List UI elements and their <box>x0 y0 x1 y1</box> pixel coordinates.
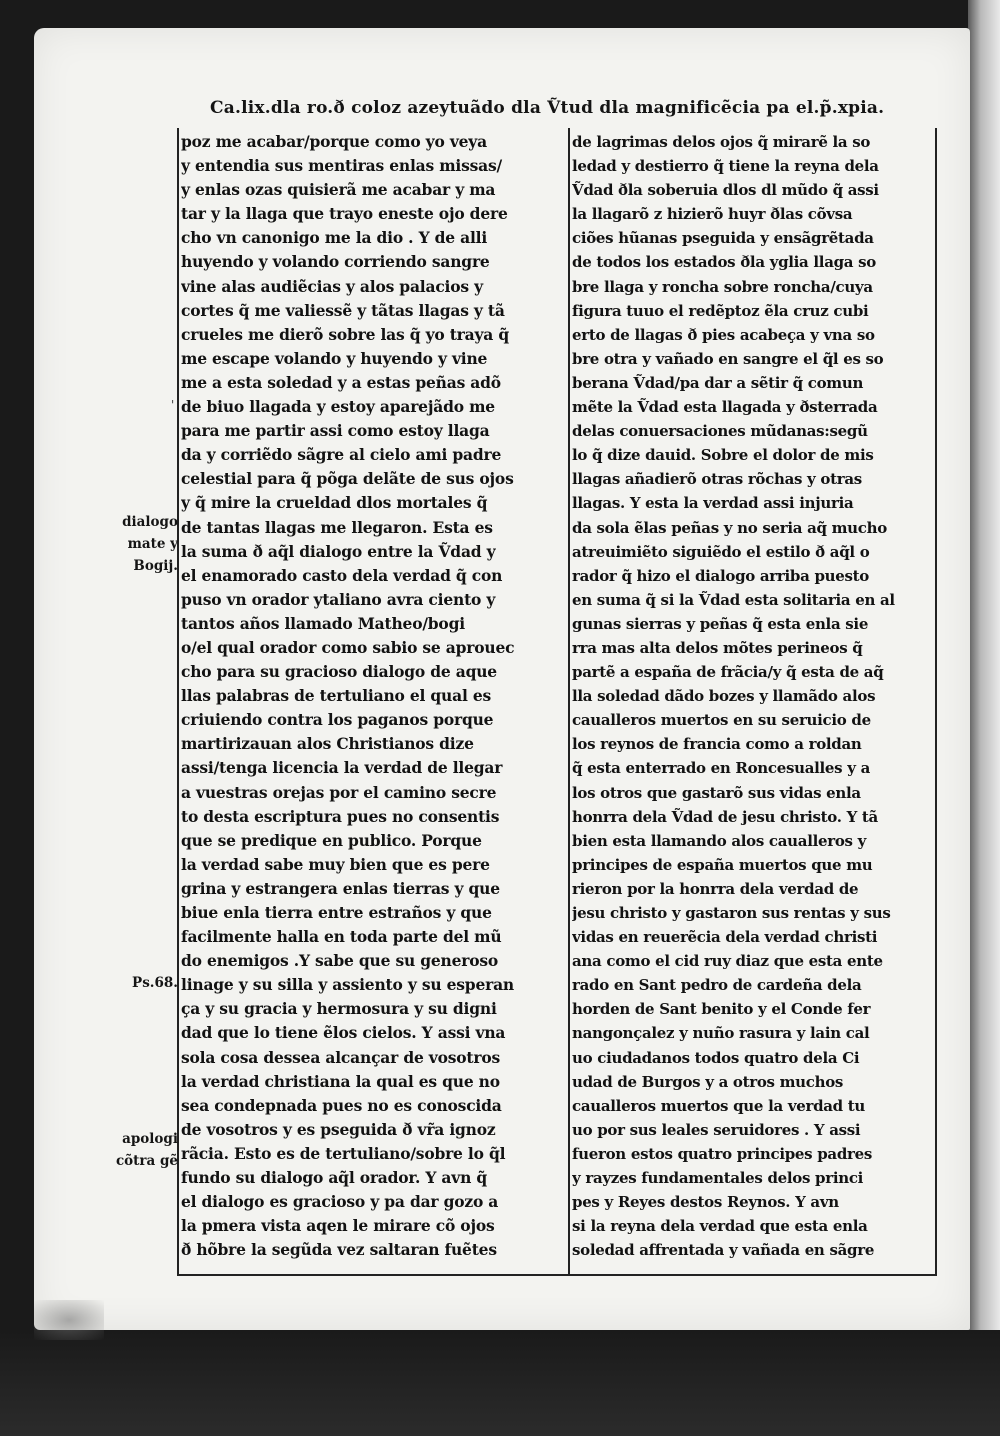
text-line: poz me acabar/porque como yo veya <box>181 132 487 151</box>
text-line: vidas en reuerẽcia dela verdad christi <box>572 928 878 947</box>
marginal-note-apologia <box>96 1128 178 1172</box>
text-line: biue enla tierra entre estraños y que <box>181 903 492 922</box>
running-head: Ca.lix.dla ro.ð coloz azeytuãdo dla Ṽtud dla magnificẽcia pa el.p̃.xpia. <box>210 98 885 118</box>
text-line: to desta escriptura pues no consentis <box>181 806 500 826</box>
text-line: si la reyna dela verdad que esta enla <box>572 1217 868 1236</box>
text-line: pes y Reyes destos Reynos. Y avn <box>572 1193 839 1212</box>
text-line: la verdad sabe muy bien que es pere <box>181 854 490 874</box>
text-line: rador q̃ hizo el dialogo arriba puesto <box>572 566 869 585</box>
text-line: la suma ð aq̃l dialogo entre la Ṽdad y <box>181 541 496 561</box>
text-line: tar y la llaga que trayo eneste ojo dere <box>181 204 508 224</box>
text-line: la verdad christiana la qual es que no <box>181 1071 500 1091</box>
text-line: horden de Sant benito y el Conde fer <box>572 1000 871 1019</box>
text-line: de vosotros y es pseguida ð vr̃a ignoz <box>181 1119 496 1139</box>
text-line: martirizauan alos Christianos dize <box>181 734 474 754</box>
text-line: caualleros muertos en su seruicio de <box>572 711 871 730</box>
text-line: huyendo y volando corriendo sangre <box>181 252 490 272</box>
text-line: gunas sierras y peñas q̃ esta enla sie <box>572 614 869 633</box>
marginal-line: apologi <box>122 1131 178 1147</box>
text-line: crueles me dierõ sobre las q̃ yo traya q̃ <box>181 324 509 344</box>
text-line: cho para su gracioso dialogo de aque <box>181 662 497 682</box>
text-line: la llagarõ z hizierõ huyr ðlas cõvsa <box>572 205 853 224</box>
text-line: assi/tenga licencia la verdad de llegar <box>181 758 503 778</box>
scan-background-edge <box>968 0 1000 1436</box>
text-line: honrra dela Ṽdad de jesu christo. Y tã <box>572 807 878 826</box>
marginal-line: mate y <box>127 536 178 552</box>
text-line: rra mas alta delos mõtes perineos q̃ <box>572 638 863 657</box>
text-line: cortes q̃ me valiessẽ y tãtas llagas y tã <box>181 300 505 320</box>
text-line: jesu christo y gastaron sus rentas y sus <box>572 904 891 922</box>
text-line: criuiendo contra los paganos porque <box>181 710 494 730</box>
text-line: llagas añadierõ otras rõchas y otras <box>572 470 862 489</box>
ink-mark: ' <box>171 398 175 412</box>
text-line: partẽ a españa de frãcia/y q̃ esta de aq̃ <box>572 663 884 682</box>
text-line: sea condepnada pues no es conoscida <box>181 1095 502 1115</box>
text-line: bre otra y vañado en sangre el q̃l es so <box>572 349 884 368</box>
text-line: me escape volando y huyendo y vine <box>181 348 488 368</box>
text-line: do enemigos .Y sabe que su generoso <box>181 951 499 971</box>
text-line: llagas. Y esta la verdad assi injuria <box>572 494 854 513</box>
text-line: y entendia sus mentiras enlas missas/ <box>181 156 502 176</box>
text-line: lo q̃ dize dauid. Sobre el dolor de mis <box>572 446 874 465</box>
text-line: rieron por la honrra dela verdad de <box>572 879 859 898</box>
text-line: linage y su silla y assiento y su esperan <box>181 975 514 995</box>
text-line: mẽte la Ṽdad esta llagada y ðsterrada <box>572 398 878 417</box>
text-line: berana Ṽdad/pa dar a sẽtir q̃ comun <box>572 373 864 392</box>
text-line: soledad affrentada y vañada en sãgre <box>572 1241 875 1260</box>
text-line: erto de llagas ð pies acabeça y vna so <box>572 325 875 344</box>
text-line: ciões hũanas pseguida y ensãgrẽtada <box>572 229 874 248</box>
text-line: fundo su dialogo aq̃l orador. Y avn q̃ <box>181 1168 487 1188</box>
text-line: delas conuersaciones mũdanas:segũ <box>572 422 868 441</box>
text-line: Ṽdad ðla soberuia dlos dl mũdo q̃ assi <box>572 181 879 200</box>
text-line: los reynos de francia como a roldan <box>572 735 862 754</box>
text-line: que se predique en publico. Porque <box>181 830 482 850</box>
text-line: y q̃ mire la crueldad dlos mortales q̃ <box>181 493 488 513</box>
text-line: en suma q̃ si la Ṽdad esta solitaria en al <box>572 590 895 609</box>
marginal-note-dialogo <box>96 511 178 577</box>
marginal-note-psalm <box>96 972 178 994</box>
text-line: dad que lo tiene ẽlos cielos. Y assi vna <box>181 1023 506 1043</box>
text-line: udad de Burgos y a otros muchos <box>572 1072 844 1091</box>
left-column <box>181 130 561 1262</box>
text-line: bien esta llamando alos caualleros y <box>572 831 867 850</box>
text-line: figura tuuo el redẽptoz ẽla cruz cubi <box>572 301 869 320</box>
text-line: atreuimiẽto siguiẽdo el estilo ð aq̃l o <box>572 542 870 561</box>
text-line: principes de españa muertos que mu <box>572 855 873 874</box>
text-line: para me partir assi como estoy llaga <box>181 421 490 441</box>
text-line: da y corriẽdo sãgre al cielo ami padre <box>181 445 502 465</box>
text-line: sola cosa dessea alcançar de vosotros <box>181 1047 501 1067</box>
text-line: o/el qual orador como sabio se aprouec <box>181 637 515 657</box>
text-line: cho vn canonigo me la dio . Y de alli <box>181 228 488 248</box>
text-line: grina y estrangera enlas tierras y que <box>181 878 500 898</box>
text-line: celestial para q̃ põga delãte de sus ojos <box>181 469 514 489</box>
column-divider <box>568 128 570 1276</box>
text-line: da sola ẽlas peñas y no seria aq̃ mucho <box>572 518 887 537</box>
text-line: puso vn orador ytaliano avra ciento y <box>181 589 496 609</box>
text-line: rãcia. Esto es de tertuliano/sobre lo q̃l <box>181 1143 506 1163</box>
marginal-line: dialogo <box>122 514 178 530</box>
thumb-shadow <box>34 1300 104 1340</box>
text-line: lla soledad dãdo bozes y llamãdo alos <box>572 687 876 706</box>
marginal-line: Ps.68. <box>132 975 178 991</box>
text-line: ledad y destierro q̃ tiene la reyna dela <box>572 157 879 176</box>
text-line: caualleros muertos que la verdad tu <box>572 1096 866 1115</box>
text-line: y enlas ozas quisierã me acabar y ma <box>181 180 496 200</box>
text-line: y rayzes fundamentales delos princi <box>572 1169 864 1188</box>
right-column <box>572 130 932 1262</box>
text-line: vine alas audiẽcias y alos palacios y <box>181 276 483 296</box>
text-line: ana como el cid ruy diaz que esta ente <box>572 952 883 971</box>
text-line: ð hõbre la segũda vez saltaran fuẽtes <box>181 1240 497 1260</box>
text-line: q̃ esta enterrado en Roncesualles y a <box>572 759 870 778</box>
text-line: me a esta soledad y a estas peñas adõ <box>181 372 501 392</box>
text-line: el enamorado casto dela verdad q̃ con <box>181 565 503 585</box>
text-line: tantos años llamado Matheo/bogi <box>181 613 465 633</box>
scan-background-bottom <box>0 1330 1000 1436</box>
text-line: a vuestras orejas por el camino secre <box>181 782 497 802</box>
text-line: de todos los estados ðla yglia llaga so <box>572 253 876 272</box>
text-line: de lagrimas delos ojos q̃ mirarẽ la so <box>572 133 871 151</box>
marginal-line: Bogij. <box>133 558 178 574</box>
text-line: fueron estos quatro principes padres <box>572 1144 873 1163</box>
text-line: llas palabras de tertuliano el qual es <box>181 686 492 706</box>
text-line: uo ciudadanos todos quatro dela Ci <box>572 1048 860 1067</box>
text-line: la pmera vista aqen le mirare cõ ojos <box>181 1216 495 1236</box>
text-line: de biuo llagada y estoy aparejãdo me <box>181 397 495 417</box>
text-line: facilmente halla en toda parte del mũ <box>181 927 502 947</box>
text-line: ça y su gracia y hermosura y su digni <box>181 999 497 1019</box>
text-line: bre llaga y roncha sobre roncha/cuya <box>572 277 873 296</box>
text-line: de tantas llagas me llegaron. Esta es <box>181 517 493 537</box>
text-line: uo por sus leales seruidores . Y assi <box>572 1120 861 1139</box>
text-line: el dialogo es gracioso y pa dar gozo a <box>181 1192 499 1212</box>
marginal-line: cõtra gẽ <box>115 1153 178 1169</box>
text-line: rado en Sant pedro de cardeña dela <box>572 976 862 995</box>
text-line: los otros que gastarõ sus vidas enla <box>572 783 861 802</box>
text-line: nangonçalez y nuño rasura y lain cal <box>572 1024 870 1043</box>
